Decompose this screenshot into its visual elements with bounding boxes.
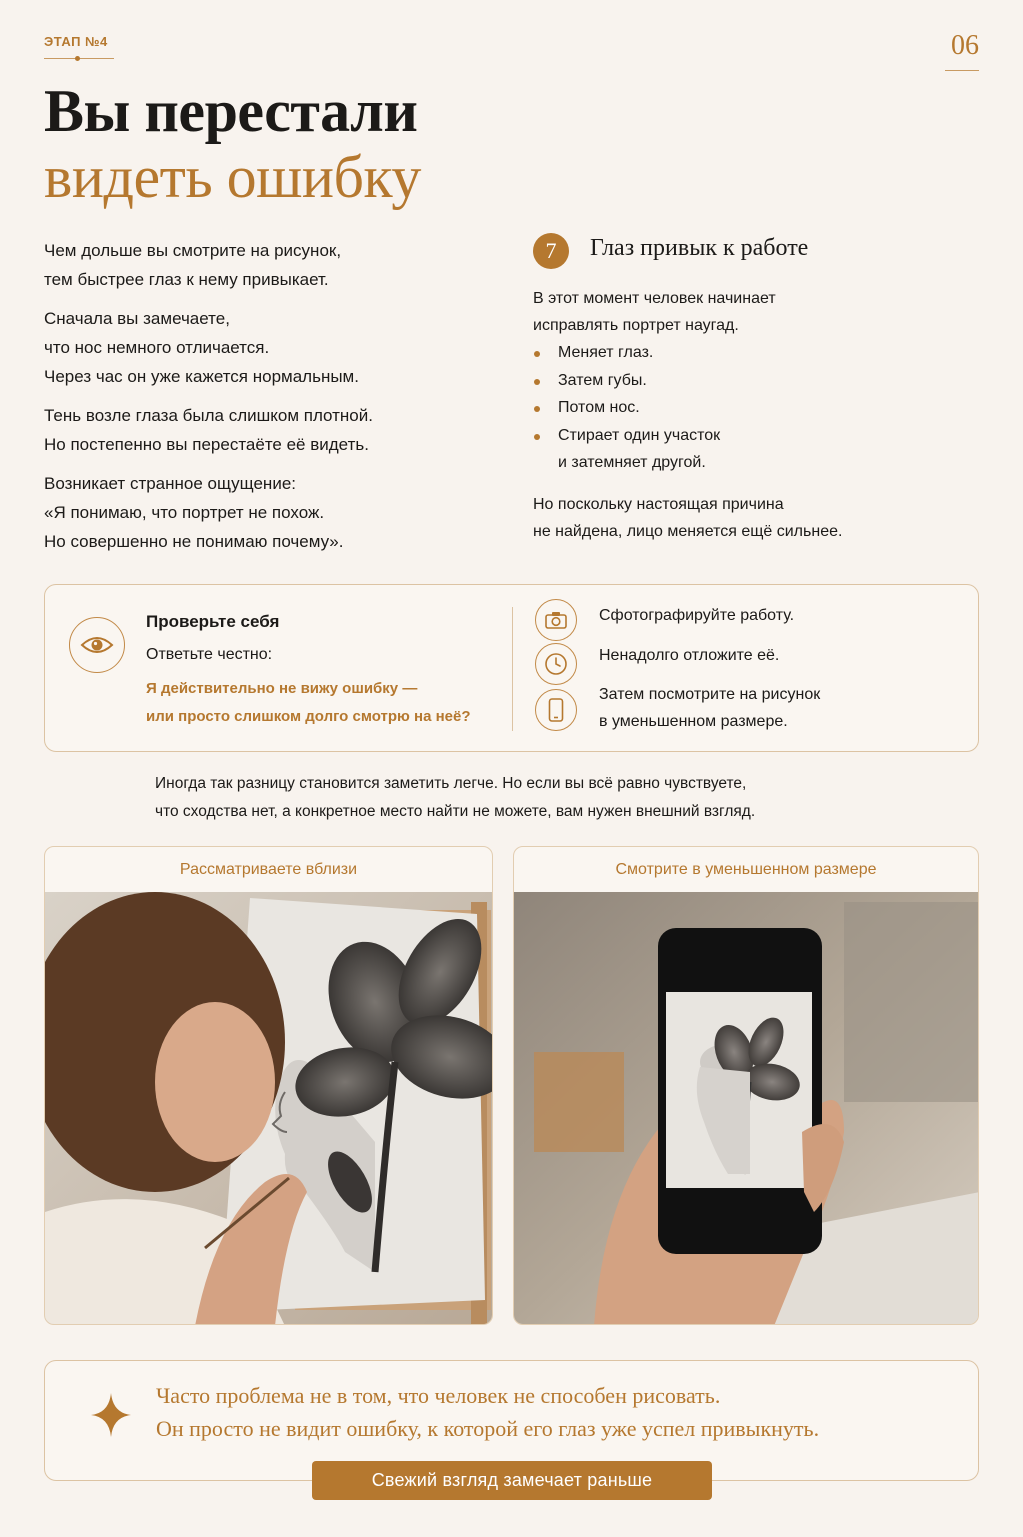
self-check-title: Проверьте себя bbox=[146, 612, 280, 631]
text-line: что нос немного отличается. bbox=[44, 338, 270, 357]
page-number-underline bbox=[945, 70, 979, 71]
text-line: что сходства нет, а конкретное место найти не можете, вам нужен внешний взгляд. bbox=[155, 803, 756, 820]
text-line: Но поскольку настоящая причина bbox=[533, 496, 784, 513]
text-line: «Я понимаю, что портрет не похож. bbox=[44, 503, 325, 522]
text-line: Меняет глаз. bbox=[558, 344, 654, 361]
text-line: Затем губы. bbox=[558, 371, 647, 389]
tip-set-aside bbox=[599, 642, 779, 669]
fresh-look-banner: Свежий взгляд замечает раньше bbox=[312, 1461, 712, 1500]
text-line: Но совершенно не понимаю почему». bbox=[44, 532, 344, 551]
text-line: исправлять портрет наугад. bbox=[533, 317, 739, 334]
text-line: тем быстрее глаз к нему привыкает. bbox=[44, 270, 329, 289]
tip-view-small bbox=[599, 681, 820, 735]
clock-icon bbox=[535, 643, 577, 685]
paragraph bbox=[44, 304, 474, 391]
text-line: Он просто не видит ошибку, к которой его глаз уже успел привыкнуть. bbox=[156, 1416, 820, 1441]
section-intro bbox=[533, 285, 973, 339]
paragraph bbox=[44, 469, 474, 556]
text-line: Иногда так разницу становится заметить легче. Но если вы всё равно чувствуете, bbox=[155, 775, 747, 792]
text-line: не найдена, лицо меняется ещё сильнее. bbox=[533, 523, 843, 540]
section-title: Глаз привык к работе bbox=[590, 235, 809, 261]
list-item bbox=[533, 394, 720, 422]
self-check-question bbox=[146, 675, 471, 731]
camera-icon bbox=[535, 599, 577, 641]
self-check-box bbox=[44, 584, 979, 752]
list-item bbox=[533, 367, 720, 395]
page-title-line1: Вы перестали bbox=[44, 78, 418, 144]
paragraph bbox=[44, 236, 474, 294]
note-text bbox=[155, 770, 755, 826]
text-line: Ненадолго отложите её. bbox=[599, 647, 780, 664]
page-title-line2: видеть ошибку bbox=[44, 144, 421, 210]
section-number-badge: 7 bbox=[533, 233, 569, 269]
phone-view-photo bbox=[514, 892, 978, 1324]
text-line: и затемняет другой. bbox=[558, 454, 706, 471]
paragraph bbox=[44, 401, 474, 459]
text-line: Сфотографируйте работу. bbox=[599, 607, 795, 624]
text-line: В этот момент человек начинает bbox=[533, 290, 776, 307]
quote-text bbox=[156, 1379, 819, 1445]
text-line: Сначала вы замечаете, bbox=[44, 309, 230, 328]
text-line: Через час он уже кажется нормальным. bbox=[44, 367, 359, 386]
text-line: Стирает один участок bbox=[558, 426, 721, 444]
text-line: Затем посмотрите на рисунок bbox=[599, 686, 821, 703]
text-line: или просто слишком долго смотрю на неё? bbox=[146, 708, 471, 725]
list-item bbox=[533, 422, 720, 477]
text-line: Потом нос. bbox=[558, 399, 640, 416]
text-line: Я действительно не вижу ошибку — bbox=[146, 680, 418, 697]
step-divider-dot bbox=[75, 56, 80, 61]
photo-caption: Смотрите в уменьшенном размере bbox=[615, 860, 877, 878]
photo-caption: Рассматриваете вблизи bbox=[179, 860, 358, 878]
text-line: в уменьшенном размере. bbox=[599, 713, 788, 730]
artist-drawing-photo bbox=[45, 892, 492, 1324]
text-line: Чем дольше вы смотрите на рисунок, bbox=[44, 241, 342, 260]
self-check-subtitle: Ответьте честно: bbox=[146, 646, 273, 663]
text-line: Но постепенно вы перестаёте её видеть. bbox=[44, 435, 369, 454]
photo-card-closeup bbox=[44, 846, 493, 1325]
divider bbox=[512, 607, 513, 731]
sparkle-icon bbox=[91, 1393, 131, 1442]
phone-icon bbox=[535, 689, 577, 731]
bullet-list bbox=[533, 339, 720, 477]
text-line: Возникает странное ощущение: bbox=[44, 474, 296, 493]
page-number: 06 bbox=[951, 30, 979, 61]
intro-text bbox=[44, 236, 474, 566]
text-line: Тень возле глаза была слишком плотной. bbox=[44, 406, 373, 425]
step-label: ЭТАП №4 bbox=[44, 34, 108, 49]
list-item bbox=[533, 339, 720, 367]
tip-photograph bbox=[599, 602, 794, 629]
text-line: Часто проблема не в том, что человек не способен рисовать. bbox=[156, 1383, 721, 1408]
section-outro bbox=[533, 491, 973, 545]
eye-icon bbox=[69, 617, 125, 673]
photo-card-reduced bbox=[513, 846, 979, 1325]
